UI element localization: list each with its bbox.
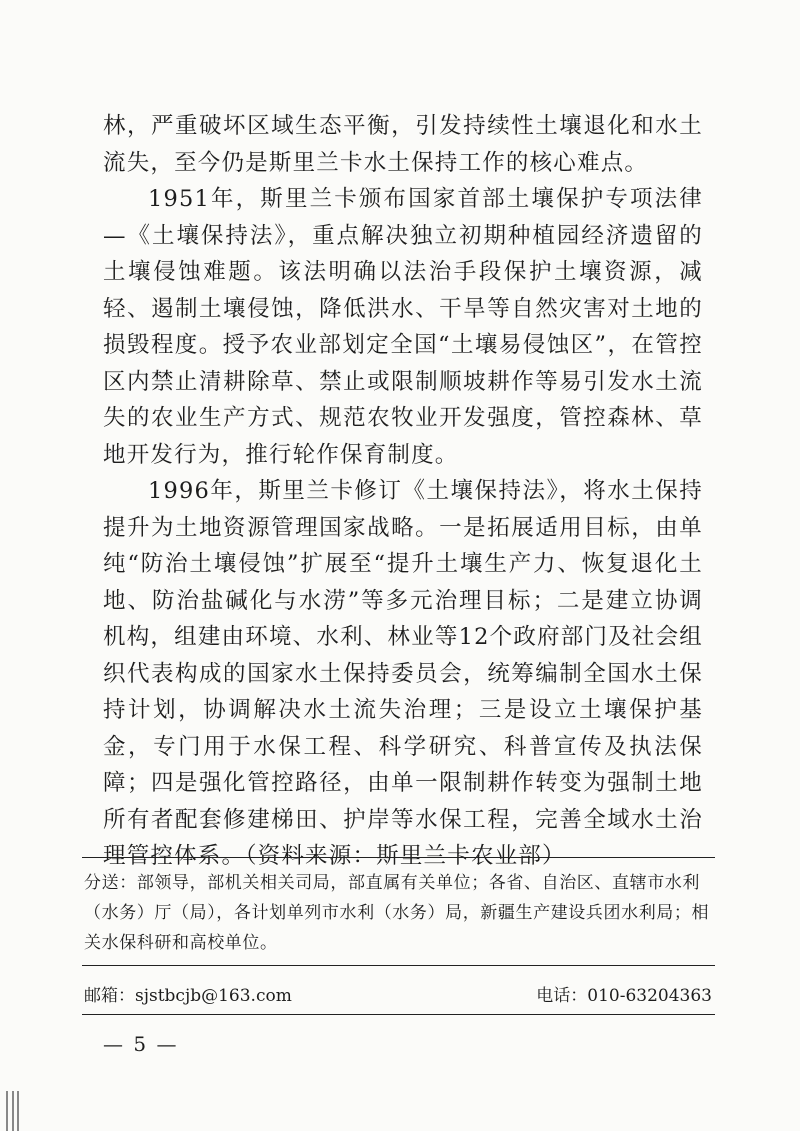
phone-block <box>536 985 712 1007</box>
distribution-text: 部领导，部机关相关司局，部直属有关单位；各省、自治区、直辖市水利（水务）厅（局），各计划单列市水利（水务）局，新疆生产建设兵团水利局；相关水保科研和高校单位。 <box>84 873 710 953</box>
divider-middle <box>82 965 715 966</box>
email-block <box>84 985 292 1007</box>
distribution-label: 分送： <box>84 873 137 893</box>
scan-edge-mark <box>0 1091 40 1131</box>
body-text <box>103 108 703 875</box>
email-address: sjstbcjb@163.com <box>135 986 292 1006</box>
distribution-list <box>84 868 712 958</box>
paragraph-1951-law: 1951年，斯里兰卡颁布国家首部土壤保护专项法律—《土壤保持法》，重点解决独立初期种植园经济遗留的土壤侵蚀难题。该法明确以法治手段保护土壤资源，减轻、遏制土壤侵蚀，降低洪水、干旱等自然灾害对土地的损毁程度。授予农业部划定全国“土壤易侵蚀区”，在管控区内禁止清耕除草、禁止或限制顺坡耕作等易引发水土流失的农业生产方式、规范农牧业开发强度，管控森林、草地开发行为，推行轮作保育制度。 <box>103 186 703 468</box>
email-label: 邮箱： <box>84 986 135 1006</box>
paragraph-1996-revision: 1996年，斯里兰卡修订《土壤保持法》，将水土保持提升为土地资源管理国家战略。一是拓展适用目标，由单纯“防治土壤侵蚀”扩展至“提升土壤生产力、恢复退化土地、防治盐碱化与水涝”等多元治理目标；二是建立协调机构，组建由环境、水利、林业等12个政府部门及社会组织代表构成的国家水土保持委员会，统筹编制全国水土保持计划，协调解决水土流失治理；三是设立土壤保护基金，专门用于水保工程、科学研究、科普宣传及执法保障；四是强化管控路径，由单一限制耕作转变为强制土地所有者配套修建梯田、护岸等水保工程，完善全域水土治理管控体系。（资料来源：斯里兰卡农业部） <box>103 478 703 869</box>
contact-line <box>84 985 712 1007</box>
phone-number: 010-63204363 <box>587 986 712 1006</box>
paragraph-continuation: 林，严重破坏区域生态平衡，引发持续性土壤退化和水土流失，至今仍是斯里兰卡水土保持工作的核心难点。 <box>103 113 703 176</box>
page-number: — 5 — <box>103 1032 179 1056</box>
phone-label: 电话： <box>536 986 588 1006</box>
divider-bottom <box>82 1014 715 1015</box>
divider-top <box>82 857 715 858</box>
